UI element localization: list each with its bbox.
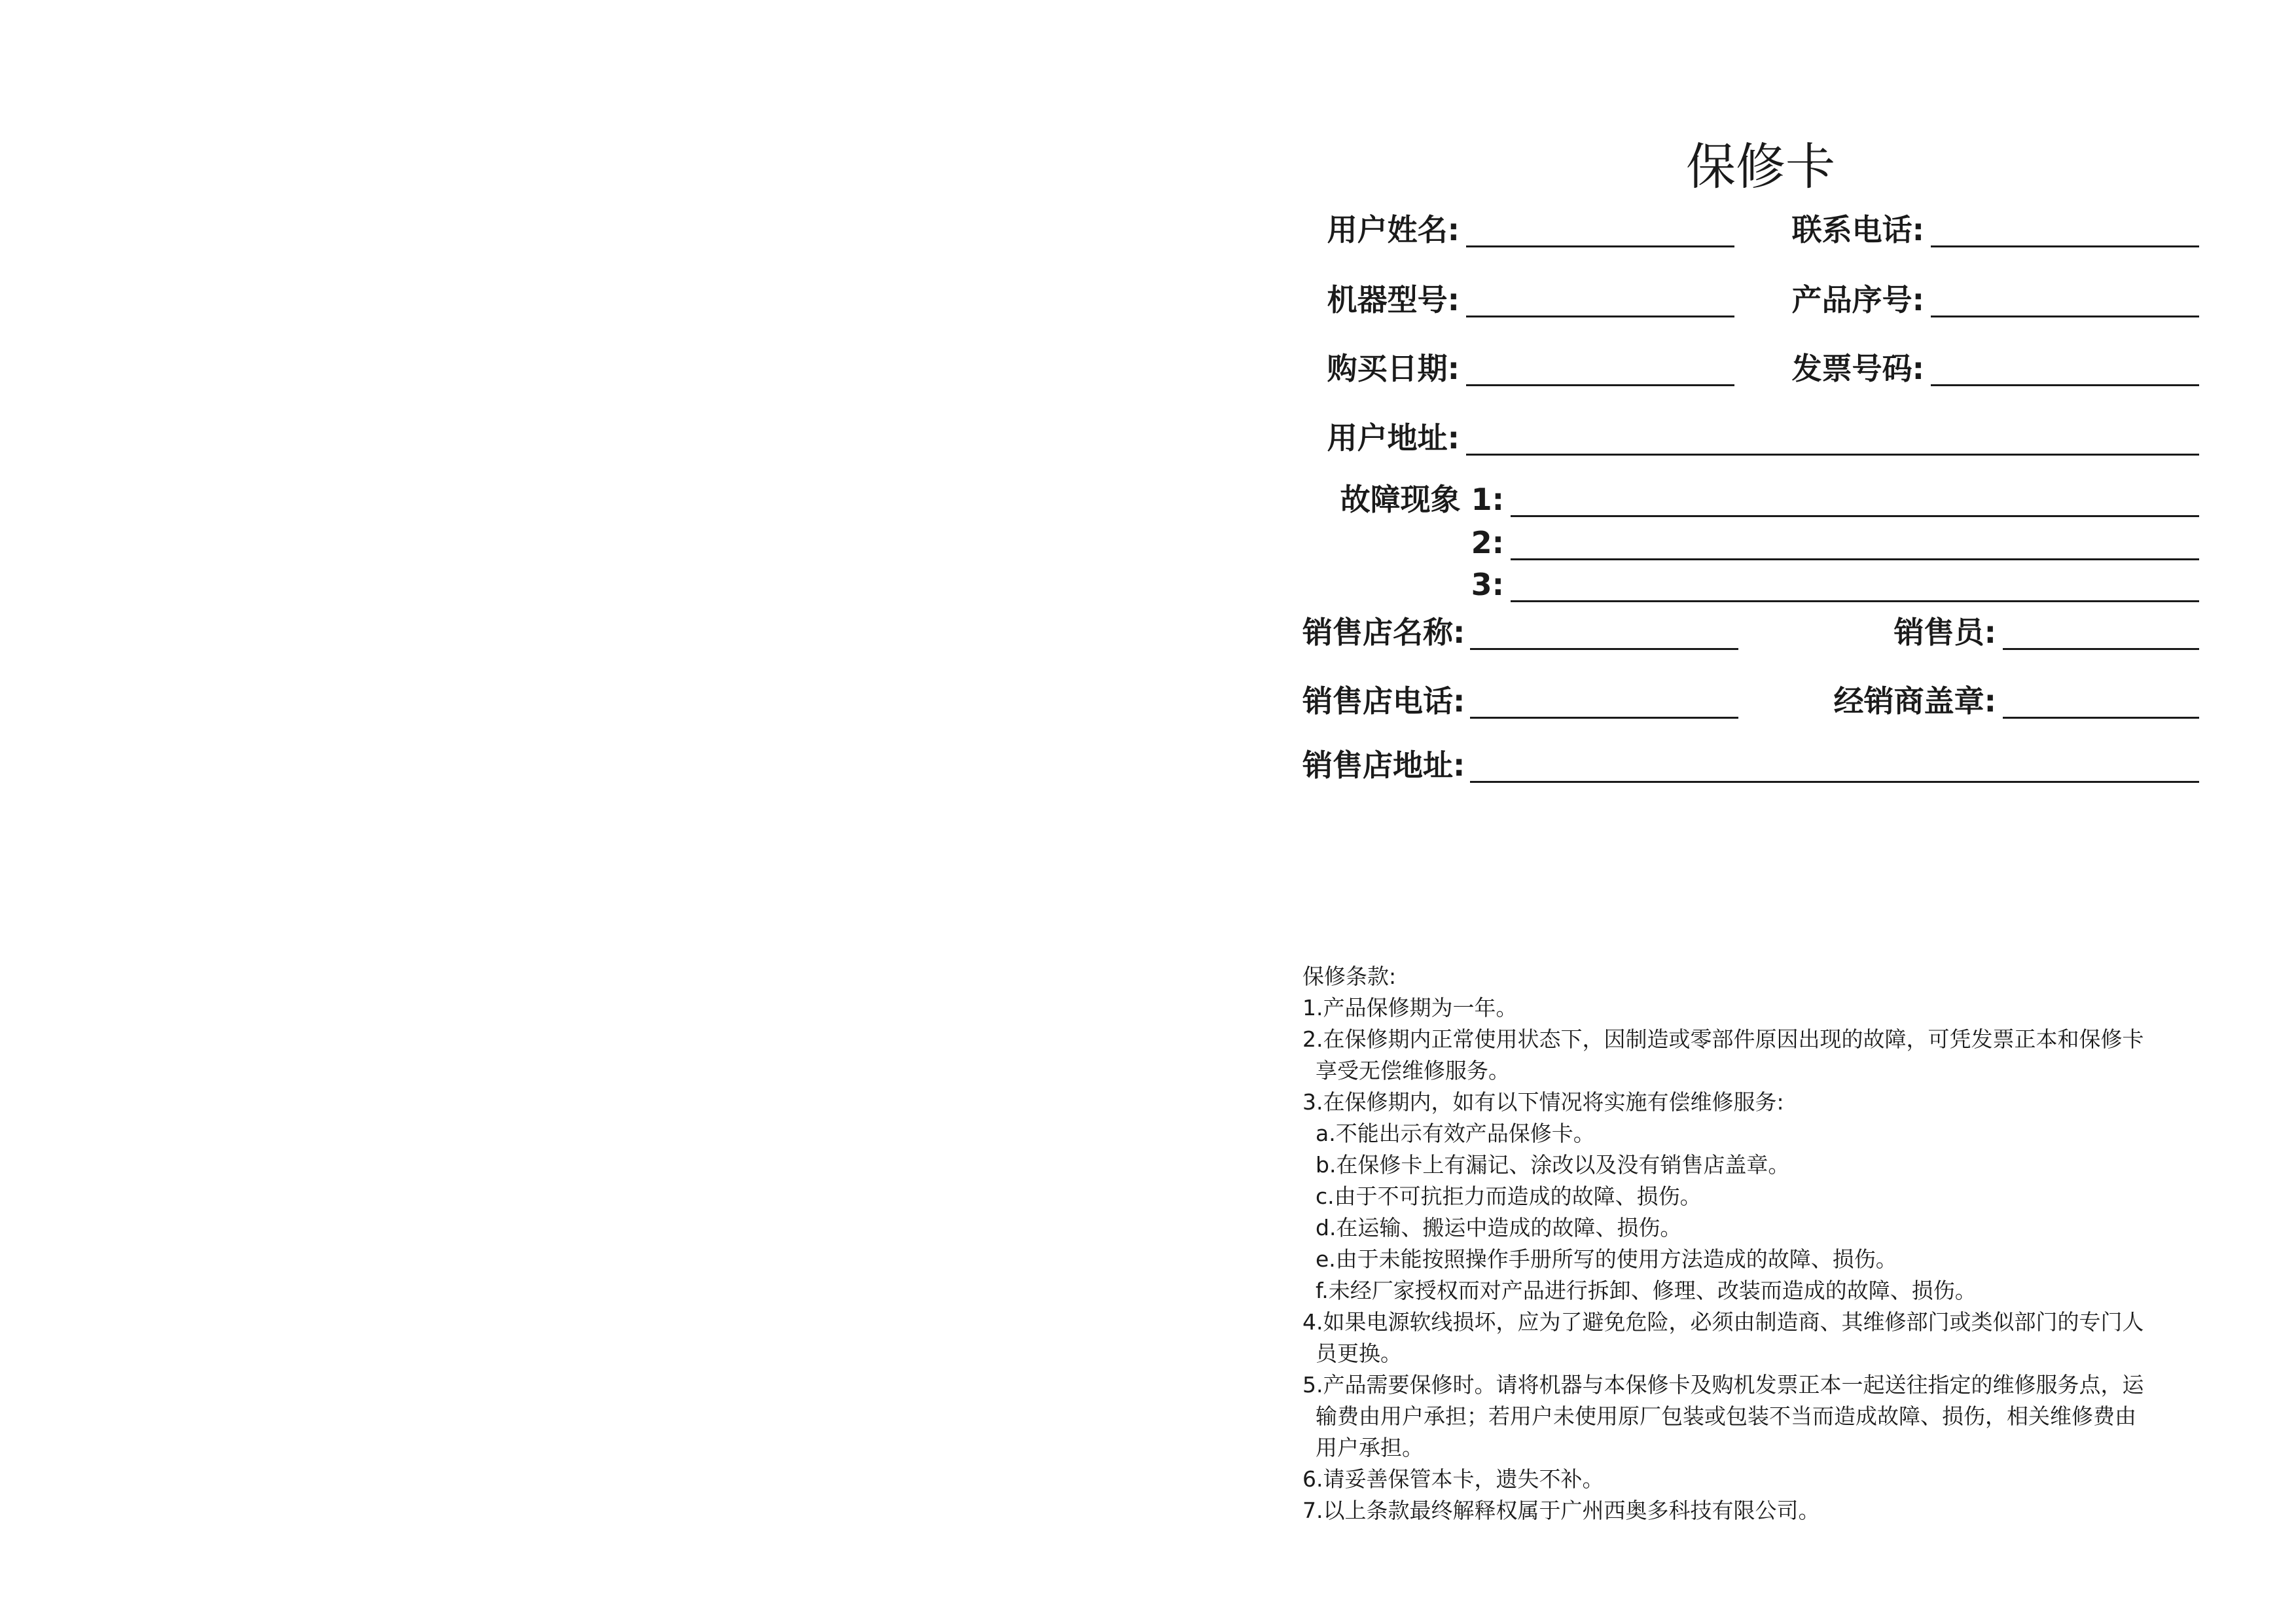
terms-item-1: 1.产品保修期为一年。 [1302,995,1518,1020]
store-name-field [1302,609,1761,655]
contact-phone-label: 联系电话: [1791,212,1924,247]
store-name-label: 销售店名称: [1302,615,1465,650]
user-address-field [1302,415,2199,461]
warranty-terms [1302,961,2232,1526]
salesperson-label: 销售员: [1893,615,1996,650]
fault-2-field [1302,520,2199,566]
store-phone-field [1302,678,1761,724]
fault-3-label: 3: [1471,567,1504,602]
user-address-blank[interactable] [1466,454,2199,456]
purchase-date-field [1302,346,1761,391]
terms-item-3: 3.在保修期内，如有以下情况将实施有偿维修服务: [1302,1089,1784,1115]
product-serial-blank[interactable] [1931,316,2199,317]
terms-item-4-line-2: 员更换。 [1316,1341,1402,1366]
invoice-no-label: 发票号码: [1791,351,1924,386]
fault-1-field [1302,477,2199,522]
salesperson-field [1820,609,2199,655]
terms-item-3d: d.在运输、搬运中造成的故障、损伤。 [1316,1215,1682,1240]
fault-1-label: 故障现象 1: [1340,482,1504,517]
fault-3-field [1302,562,2199,607]
contact-phone-blank[interactable] [1931,245,2199,247]
store-address-blank[interactable] [1470,781,2199,783]
terms-item-5 [1302,1369,2232,1464]
card-title: 保修卡 [1686,137,1835,196]
machine-model-label: 机器型号: [1327,282,1460,317]
store-address-label: 销售店地址: [1302,748,1465,783]
store-address-field [1302,742,2199,788]
terms-item-2 [1302,1024,2232,1087]
product-serial-label: 产品序号: [1791,282,1924,317]
dealer-stamp-blank[interactable] [2003,717,2199,719]
contact-phone-field [1767,207,2199,253]
fault-1-blank[interactable] [1511,515,2199,517]
store-phone-blank[interactable] [1470,717,1738,719]
fault-2-label: 2: [1471,525,1504,560]
terms-item-4-line-1: 4.如果电源软线损坏，应为了避免危险，必须由制造商、其维修部门或类似部门的专门人 [1302,1309,2144,1335]
terms-item-2-line-1: 2.在保修期内正常使用状态下，因制造或零部件原因出现的故障，可凭发票正本和保修卡 [1302,1026,2144,1052]
terms-item-3f: f.未经厂家授权而对产品进行拆卸、修理、改装而造成的故障、损伤。 [1316,1278,1977,1303]
terms-heading: 保修条款: [1302,964,1397,989]
terms-item-3b: b.在保修卡上有漏记、涂改以及没有销售店盖章。 [1316,1152,1790,1178]
terms-item-7: 7.以上条款最终解释权属于广州西奥多科技有限公司。 [1302,1498,1820,1523]
user-name-label: 用户姓名: [1327,212,1460,247]
terms-item-5-line-3: 用户承担。 [1316,1435,1424,1460]
store-name-blank[interactable] [1470,648,1738,650]
dealer-stamp-field [1820,678,2199,724]
invoice-no-field [1767,346,2199,391]
terms-item-5-line-2: 输费由用户承担；若用户未使用原厂包装或包装不当而造成故障、损伤，相关维修费由 [1316,1403,2136,1429]
machine-model-field [1302,277,1761,323]
fault-2-blank[interactable] [1511,558,2199,560]
terms-item-4 [1302,1307,2232,1369]
invoice-no-blank[interactable] [1931,384,2199,386]
terms-item-5-line-1: 5.产品需要保修时。请将机器与本保修卡及购机发票正本一起送往指定的维修服务点，运 [1302,1372,2144,1398]
terms-item-6: 6.请妥善保管本卡，遗失不补。 [1302,1466,1604,1492]
user-address-label: 用户地址: [1327,420,1460,456]
dealer-stamp-label: 经销商盖章: [1833,683,1996,719]
user-name-blank[interactable] [1466,245,1734,247]
machine-model-blank[interactable] [1466,316,1734,317]
user-name-field [1302,207,1761,253]
salesperson-blank[interactable] [2003,648,2199,650]
terms-item-3a: a.不能出示有效产品保修卡。 [1316,1121,1595,1146]
terms-item-3e: e.由于未能按照操作手册所写的使用方法造成的故障、损伤。 [1316,1246,1897,1272]
purchase-date-label: 购买日期: [1327,351,1460,386]
product-serial-field [1767,277,2199,323]
store-phone-label: 销售店电话: [1302,683,1465,719]
terms-item-3c: c.由于不可抗拒力而造成的故障、损伤。 [1316,1183,1702,1209]
fault-3-blank[interactable] [1511,600,2199,602]
purchase-date-blank[interactable] [1466,384,1734,386]
terms-item-2-line-2: 享受无偿维修服务。 [1316,1058,1510,1083]
